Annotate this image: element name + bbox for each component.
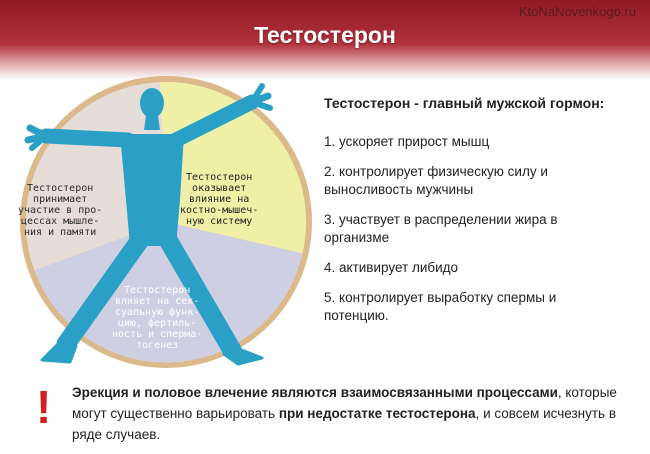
segment-bottom-text: Тестостерон влияет на сек- суальную функ- цию, фертиль- ность и сперма- тогенез [112,285,203,351]
fact-item: 3. участвует в распределении жира в организме [324,212,558,245]
note-emphasis: Эрекция и половое влечение являются взаимосвязанными процессами [72,385,558,400]
page-title: Тестостерон [254,22,396,48]
fact-item: 4. активирует либидо [324,260,459,275]
note-emphasis: при недостатке тестостерона [278,406,476,421]
note-text: , которые могут существенно варьировать [72,385,617,421]
header-banner [0,0,650,80]
fact-item: 2. контролирует физическую силу и выносливость мужчины [324,164,548,197]
segment-left-text: Тестостерон принимает участие в про- цессах мышле- ния и памяти [18,183,103,238]
segment-right-text: Тестостерон оказывает влияние на костно-мышеч- ную систему [180,172,259,227]
note-text: , и совсем исчезнуть в ряде случаев. [72,406,617,442]
exclamation-icon: ! [36,381,52,433]
fact-item: 5. контролирует выработку спермы и потенцию. [324,290,557,323]
bottom-note [72,382,632,445]
site-watermark: KtoNaNovenkogo.ru [518,4,636,19]
fact-item: 1. ускоряет прирост мышц [324,134,490,149]
facts-heading: Тестостерон - главный мужской гормон: [324,95,605,111]
facts-panel [324,95,624,337]
